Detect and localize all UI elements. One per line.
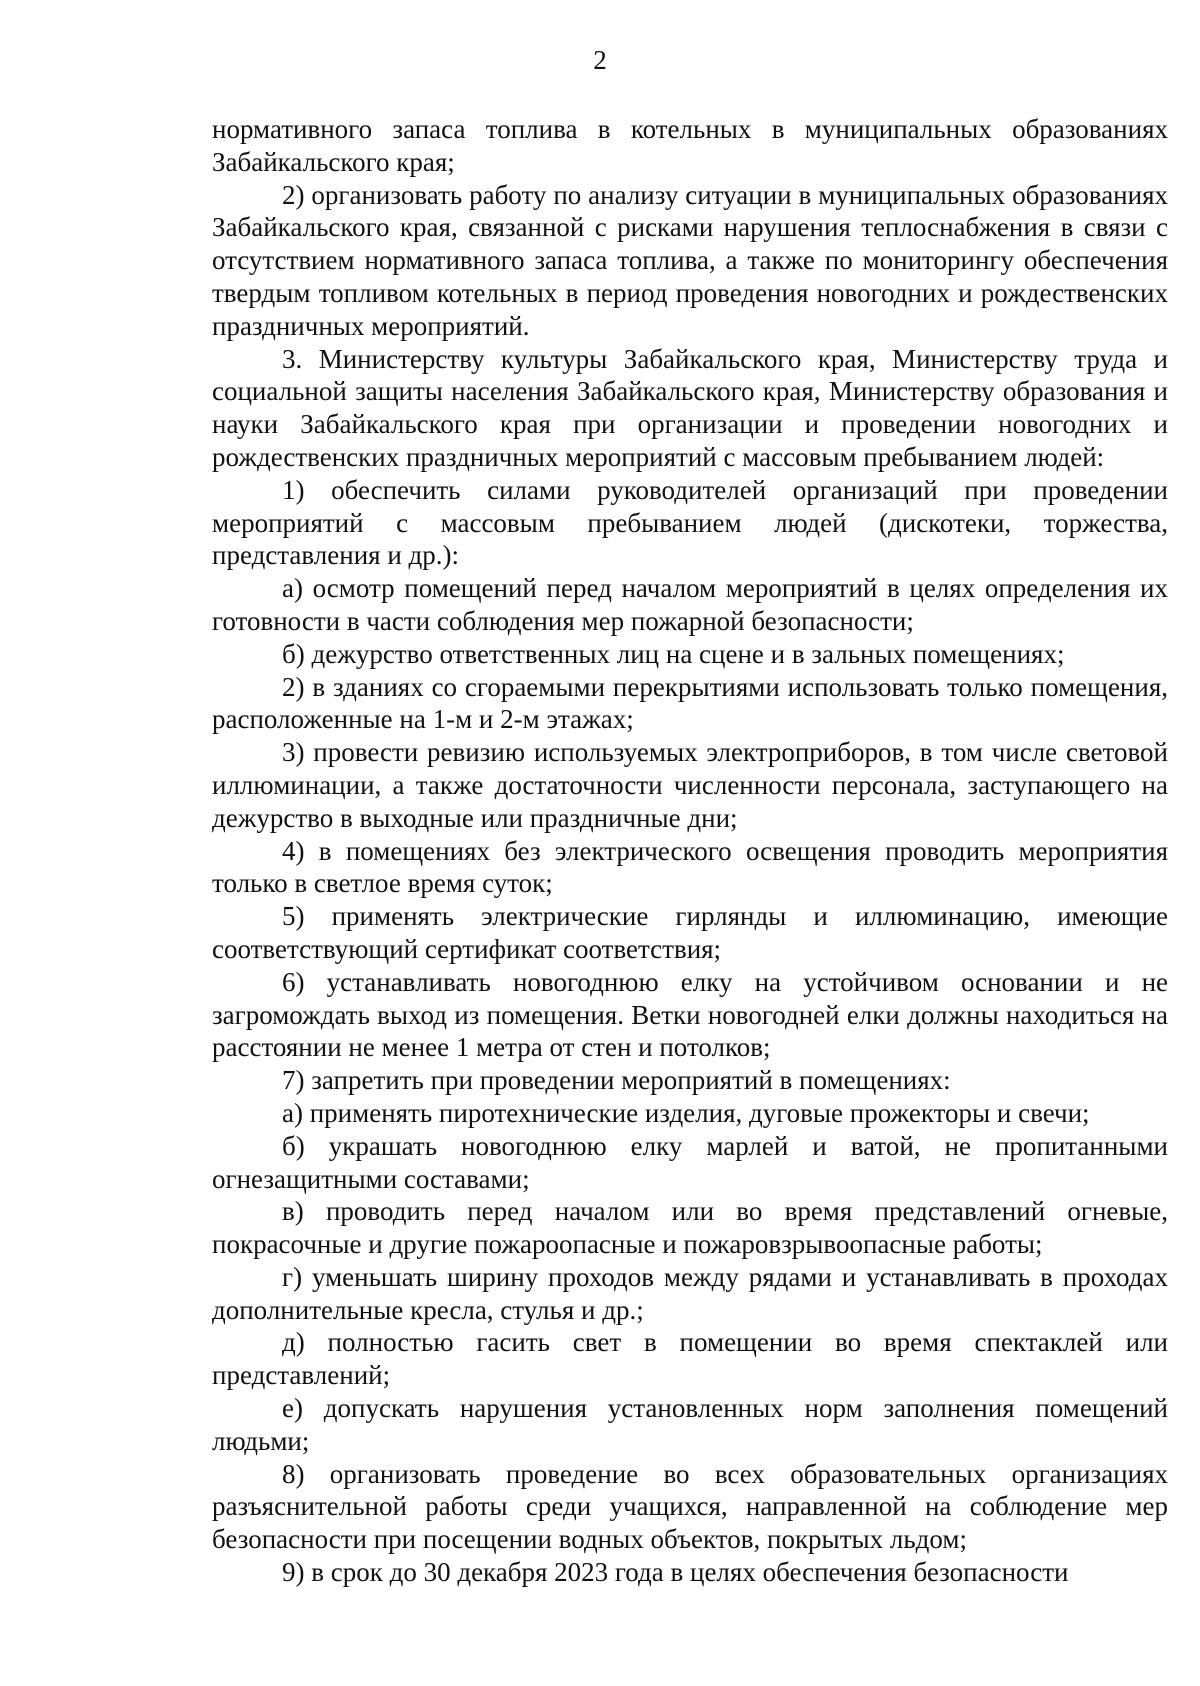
paragraph: 3) провести ревизию используемых электроприборов, в том числе световой иллюминации, а также достаточности численности персонала, заступающего на дежурство в выходные или праздничные дни; <box>212 737 1168 833</box>
paragraph: а) применять пиротехнические изделия, дуговые прожекторы и свечи; <box>282 1097 1090 1128</box>
paragraph: 5) применять электрические гирлянды и иллюминацию, имеющие соответствующий сертификат соответствия; <box>212 901 1168 964</box>
paragraph: 7) запретить при проведении мероприятий в помещениях: <box>282 1065 951 1096</box>
paragraph: д) полностью гасить свет в помещении во время спектаклей или представлений; <box>212 1327 1168 1391</box>
paragraph: г) уменьшать ширину проходов между рядами и устанавливать в проходах дополнительные кресла, стулья и др.; <box>212 1261 1168 1325</box>
paragraph: б) дежурство ответственных лиц на сцене и в зальных помещениях; <box>282 638 1065 669</box>
paragraph: 3. Министерству культуры Забайкальского края, Министерству труда и социальной защиты населения Забайкальского края, Министерству образования и науки Забайкальского края при организации и проведении новогодних и рождественских праздничных мероприятий с массовым пребыванием людей: <box>212 343 1168 472</box>
paragraph: 4) в помещениях без электрического освещения проводить мероприятия только в светлое время суток; <box>212 835 1168 899</box>
paragraph: 9) в срок до 30 декабря 2023 года в целях обеспечения безопасности <box>282 1557 1069 1588</box>
page-number: 2 <box>593 45 607 75</box>
paragraph: нормативного запаса топлива в котельных в муниципальных образованиях Забайкальского края; <box>212 114 1168 177</box>
document-body <box>212 113 1168 1589</box>
paragraph: в) проводить перед началом или во время представлений огневые, покрасочные и другие пожароопасные и пожаровзрывоопасные работы; <box>212 1196 1168 1260</box>
paragraph: б) украшать новогоднюю елку марлей и ватой, не пропитанными огнезащитными составами; <box>212 1130 1168 1194</box>
paragraph: а) осмотр помещений перед началом мероприятий в целях определения их готовности в части соблюдения мер пожарной безопасности; <box>212 573 1168 636</box>
paragraph: 8) организовать проведение во всех образовательных организациях разъяснительной работы среди учащихся, направленной на соблюдение мер безопасности при посещении водных объектов, покрытых льдом; <box>212 1458 1168 1555</box>
paragraph: 2) организовать работу по анализу ситуации в муниципальных образованиях Забайкальского края, связанной с рисками нарушения теплоснабжения в связи с отсутствием нормативного запаса топлива, а также по мониторингу обеспечения твердым топливом котельных в период проведения новогодних и рождественских праздничных мероприятий. <box>212 179 1168 341</box>
paragraph: 1) обеспечить силами руководителей организаций при проведении мероприятий с массовым пребыванием людей (дискотеки, торжества, представления и др.): <box>212 474 1168 571</box>
paragraph: е) допускать нарушения установленных норм заполнения помещений людьми; <box>212 1393 1168 1456</box>
paragraph: 6) устанавливать новогоднюю елку на устойчивом основании и не загромождать выход из помещения. Ветки новогодней елки должны находиться на расстоянии не менее 1 метра от стен и потолков; <box>212 966 1168 1063</box>
paragraph: 2) в зданиях со сгораемыми перекрытиями использовать только помещения, расположенные на 1-м и 2-м этажах; <box>212 671 1168 735</box>
